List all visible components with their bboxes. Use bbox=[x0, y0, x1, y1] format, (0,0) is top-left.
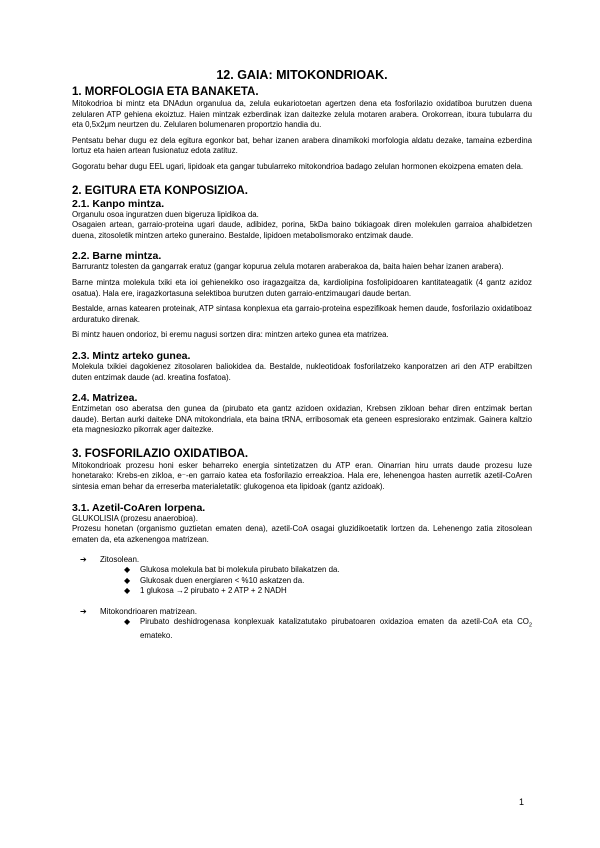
section-1-heading: 1. MORFOLOGIA ETA BANAKETA. bbox=[72, 86, 259, 98]
paragraph: Mitokondrioak prozesu honi esker beharreko energia sintetizatzen du ATP eran. Oinarrian hiru urrats daude prozesu luze honetarako: Krebs-en zikloa, e⁻-en garraio katea eta fosforilazio erreakzioa. Hala ere, lehenengoa hasten aurretik azetil-CoAren sintesia eman behar da erreserba materialetatik: glukogenoa eta lipidoak (gantz azidoak). bbox=[72, 460, 532, 492]
section-2-2-heading: 2.2. Barne mintza. bbox=[72, 250, 162, 263]
arrow-item-label: Mitokondrioaren matrizean. bbox=[100, 606, 197, 616]
paragraph: Barrurantz tolesten da gangarrak eratuz (gangar kopurua zelula motaren araberakoa da, baita haien behar izanen arabera). bbox=[72, 262, 504, 272]
paragraph: Barne mintza molekula txiki eta ioi gehienekiko oso iragazgaitza da, kardiolipina fosfolipidoaren kantitateagatik (4 gantz azidoz osatua). Hala ere, iragazkortasuna selektiboa burutzen duten garraio-entzimaugari daude bertan. bbox=[72, 277, 532, 298]
page-title: 12. GAIA: MITOKONDRIOAK. bbox=[216, 68, 388, 82]
paragraph: Gogoratu behar dugu EEL ugari, lipidoak eta gangar tubularreko mitokondrioa badago zelulan hormonen ekoizpena ematen dela. bbox=[72, 161, 524, 171]
paragraph: Bi mintz hauen ondorioz, bi eremu nagusi sortzen dira: mintzen arteko gunea eta matrizea. bbox=[72, 330, 389, 340]
diamond-bullet-icon: ◆ bbox=[124, 586, 131, 596]
section-2-heading: 2. EGITURA ETA KONPOSIZIOA. bbox=[72, 184, 248, 197]
paragraph: Pentsatu behar dugu ez dela egitura egonkor bat, behar izanen arabera dinamikoki morfologia aldatu dezake, tamaina ezberdina lortuz eta haien artean fusionatuz edota zatituz. bbox=[72, 135, 532, 156]
arrow-list-item bbox=[80, 606, 532, 617]
paragraph: Prozesu honetan (organismo guztietan ematen dena), azetil-CoA osagai gluzidikoetatik lortzen da. Lehenengo zatia zitosolean ematen da, eta azkenengoa matrizean. bbox=[72, 524, 532, 544]
page-number: 1 bbox=[519, 797, 525, 807]
diamond-bullet-icon: ◆ bbox=[124, 616, 131, 626]
paragraph: Osagaien artean, garraio-proteina ugari daude, adibidez, porina, 5kDa baino txikiagoak diren molekulen garraioa ahalbidetzen duena, zitosoletik mintzen arteko guneraino. Bestalde, lipidoen metabolismorako entzimak daude. bbox=[72, 220, 532, 240]
bullet-list bbox=[72, 617, 532, 641]
section-3-heading: 3. FOSFORILAZIO OXIDATIBOA. bbox=[72, 447, 249, 460]
bullet-list bbox=[72, 565, 532, 596]
list-item: ◆ Glukosa molekula bat bi molekula pirubato bilakatzen da. bbox=[124, 565, 340, 575]
section-2-4-heading: 2.4. Matrizea. bbox=[72, 392, 138, 405]
paragraph: Entzimetan oso aberatsa den gunea da (pirubato eta gantz azidoen oxidazian, Krebsen zikloan behar diren entzimak bertan daude). Bertan aurki daiteke DNA mitokondriala, eta baina tRNA, erribosomak eta geneen espresiorako entzimak. Gainera kaltzio eta magnesiozko pikorrak ager daitezke. bbox=[72, 404, 532, 435]
arrow-item-label: Zitosolean. bbox=[100, 555, 140, 565]
paragraph: Mitokodrioa bi mintz eta DNAdun organulua da, zelula eukariotoetan agertzen dena eta fosforilazio oxidatiboa burutzen duena zelularen ATP gehiena ekoiztuz. Haien mintzak ezberdinak izan daitezke zelula motaren arabera. Orokorrean, itxura tubularra du eta 0,5x2μm neurtzen du. Zelularen bolumenaren proportzio handia du. bbox=[72, 99, 532, 130]
list-item: ◆ 1 glukosa →2 pirubato + 2 ATP + 2 NADH bbox=[124, 586, 287, 596]
document-page bbox=[72, 68, 532, 641]
arrow-right-icon: ➔ bbox=[80, 555, 87, 565]
arrow-right-icon: ➔ bbox=[80, 606, 87, 616]
subheading-glukolisia: GLUKOLISIA (prozesu anaerobioa). bbox=[72, 513, 198, 523]
list-item: ◆ Pirubato deshidrogenasa konplexuak katalizatutako pirubatoaren oxidazioa ematen da azetil-CoA eta $CO_2$ emateko. bbox=[124, 616, 532, 640]
paragraph: Bestalde, arnas katearen proteinak, ATP sintasa konplexua eta garraio-proteina espezifikoak hemen daude, fosforilazio oxidatiboaz arduratuko direnak. bbox=[72, 304, 532, 324]
diamond-bullet-icon: ◆ bbox=[124, 565, 131, 575]
section-2-3-heading: 2.3. Mintz arteko gunea. bbox=[72, 349, 191, 362]
paragraph: Organulu osoa inguratzen duen bigeruza lipidikoa da. bbox=[72, 209, 259, 219]
list-item: ◆ Glukosak duen energiaren < %10 askatzen da. bbox=[124, 575, 305, 585]
section-3-1-heading: 3.1. Azetil-CoAren lorpena. bbox=[72, 501, 206, 514]
paragraph: Molekula txikiei dagokienez zitosolaren baliokidea da. Bestalde, nukleotidoak fosforilatzeko kanporatzen ari den ATP erabiltzen duten entzimak daude (ad. kreatina fosfatoa). bbox=[72, 361, 532, 382]
diamond-bullet-icon: ◆ bbox=[124, 575, 131, 585]
arrow-list-item bbox=[80, 554, 532, 565]
section-2-1-heading: 2.1. Kanpo mintza. bbox=[72, 197, 165, 210]
